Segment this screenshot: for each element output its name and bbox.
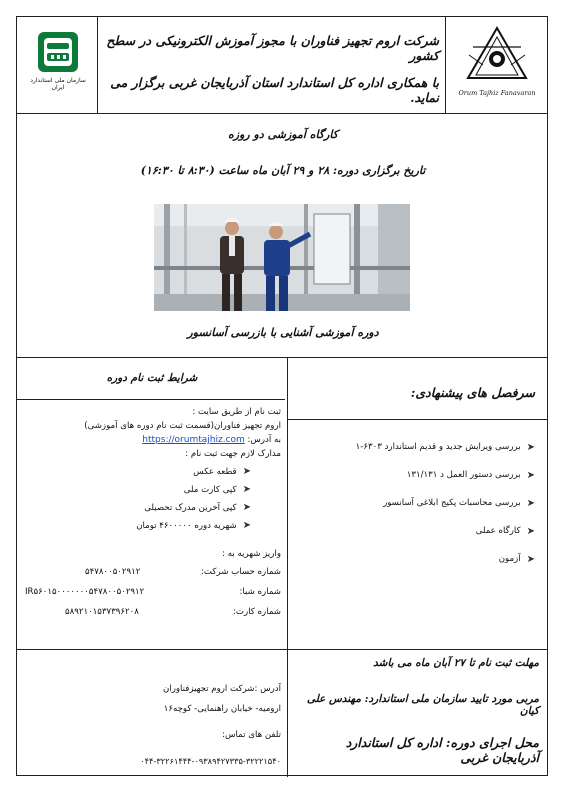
website-link[interactable]: https://orumtajhiz.com [142,435,245,445]
chevron-bullet-icon: ➤ [242,520,251,531]
registration-heading-rule [17,399,285,400]
header-divider-left [97,17,98,113]
account-label: شماره حساب شرکت: [201,567,281,577]
topic-item: ➤ بررسی محاسبات پکیج ابلاغی آسانسور [383,497,535,509]
card-value: ۵۸۹۲۱۰۱۵۳۷۳۹۶۲۰۸ [65,607,139,617]
triangle-emblem-icon [463,25,531,83]
isiri-caption: سازمان ملی استاندارد ایران [30,77,86,91]
account-row [25,565,281,579]
docs-list [25,463,281,535]
company-logo [451,25,543,109]
account-value: ۵۴۷۸۰۰۵۰۲۹۱۲ [85,567,141,577]
company-logo-caption: Orum Tajhiz Fanavaran [458,89,536,97]
chevron-bullet-icon: ➤ [526,525,535,537]
instructor-notice: مربی مورد تایید سازمان ملی استاندارد: مهندس علی کیان [306,693,539,717]
topics-heading-rule [287,419,547,420]
docs-item: ➤ کپی آخرین مدرک تحصیلی [144,502,251,513]
column-divider [287,357,288,649]
phones-label: تلفن های تماس: [222,730,281,740]
topic-item: ➤ آزمون [498,553,535,565]
registration-line-1: ثبت نام از طریق سایت : [192,407,281,417]
link-prefix: به آدرس: [247,435,281,445]
header-divider-right [445,17,446,113]
contact-block [25,682,281,768]
docs-heading: مدارک لازم جهت ثبت نام : [185,449,281,459]
address-value: ارومیه- خیابان راهنمایی- کوچه۱۶ [163,704,281,714]
chevron-bullet-icon: ➤ [526,553,535,565]
header-bottom-rule [17,113,547,114]
chevron-bullet-icon: ➤ [526,469,535,481]
topics-list [295,433,535,573]
address-label: آدرس :شرکت اروم تجهیزفناوران [163,684,281,694]
topic-item: ➤ بررسی ویرایش جدید و قدیم استاندارد ۶۳۰۳-۱ [355,441,535,453]
sheba-row [25,585,281,599]
workshop-date: تاریخ برگزاری دوره: ۲۸ و ۲۹ آبان ماه ساعت (۸:۳۰ تا ۱۶:۳۰) [140,164,426,177]
docs-item: ➤ قطعه عکس [193,466,251,477]
registration-heading: شرایط ثبت نام دوره [106,372,198,384]
pay-heading: واریز شهریه به : [222,549,281,559]
chevron-bullet-icon: ➤ [526,497,535,509]
docs-item: ➤ شهریه دوره ۴۶۰۰۰۰۰ تومان [136,520,251,531]
docs-item: ➤ کپی کارت ملی [183,484,251,495]
elevator-inspection-photo [154,204,410,311]
chevron-bullet-icon: ➤ [526,441,535,453]
chevron-bullet-icon: ➤ [242,484,251,495]
topic-item: ➤ بررسی دستور العمل د ۱۳۱/۱۳۱ [406,469,535,481]
page-frame [16,16,548,776]
deadline-notice: مهلت ثبت نام تا ۲۷ آبان ماه می باشد [373,657,539,669]
card-label: شماره کارت: [232,607,281,617]
columns-bottom-rule [17,649,547,650]
intro-bottom-rule [17,357,547,358]
topics-heading: سرفصل های پیشنهادی: [410,385,535,400]
sheba-label: شماره شبا: [239,587,281,597]
topic-item: ➤ کارگاه عملی [475,525,535,537]
phones-value: ۰۴۴-۳۲۲۶۱۴۴۴-۰۹۳۸۹۴۲۷۳۳۵-۳۲۲۲۱۵۴۰ [140,756,281,766]
registration-link-row [25,433,281,447]
bottom-column-divider [287,649,288,777]
header-line-1: شرکت اروم تجهیز فناوران با مجوز آموزش الکترونیکی در سطح کشور [106,33,439,63]
chevron-bullet-icon: ➤ [242,502,251,513]
workshop-title: کارگاه آموزشی دو روزه [228,128,338,141]
registration-details [25,405,281,619]
venue-notice: محل اجرای دوره: اداره کل استاندارد آذربایجان غربی [345,735,539,765]
sheba-value: IR۵۶۰۱۵۰۰۰۰۰۰۰۵۴۷۸۰۰۵۰۲۹۱۲ [25,587,145,597]
header-line-2: با همکاری اداره کل استاندارد استان آذربایجان غربی برگزار می نماید. [110,75,439,105]
course-title: دوره آموزشی آشنایی با بازرسی آسانسور [187,326,379,339]
isiri-emblem-icon [35,29,81,75]
chevron-bullet-icon: ➤ [242,466,251,477]
card-row [25,605,281,619]
registration-line-2: اروم تجهیز فناوران(قسمت ثبت نام دوره های آموزشی) [84,421,281,431]
isiri-logo [25,29,91,107]
